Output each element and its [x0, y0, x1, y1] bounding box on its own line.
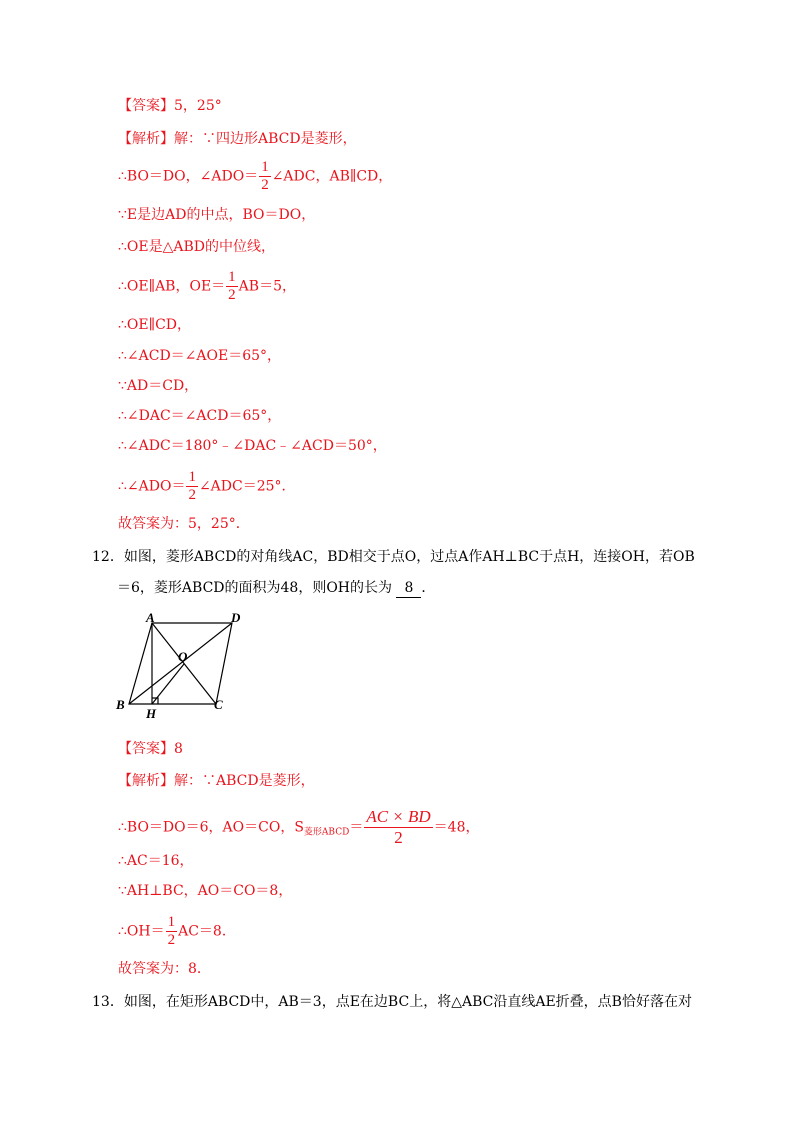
rhombus-figure	[110, 610, 260, 725]
q12-step-1: ∴BO＝DO＝6，AO＝CO，$S_{菱形ABCD}=$ $\frac{AC \times BD}{2}$ ＝48，	[118, 807, 480, 847]
q12-step-4: ∴OH＝ $\frac{1}{2}$ AC＝8．	[118, 914, 236, 948]
q12-text-line-1: 12．如图，菱形ABCD的对角线AC，BD相交于点O，过点A作AH⊥BC于点H，连接OH，若OB	[92, 549, 695, 565]
q11-answer: 【答案】5，25°	[118, 98, 222, 114]
label-H: H	[146, 706, 157, 721]
q11-step-3: ∴OE是△ABD的中位线，	[118, 239, 275, 255]
fraction: $\frac{AC \times BD}{2}$	[366, 807, 431, 847]
q11-step-10: ∴∠ADO＝ $\frac{1}{2}$ ∠ADC＝25°．	[118, 469, 296, 503]
q12-step-2: ∴AC＝16，	[118, 853, 194, 869]
q11-analysis-intro: 【解析】解：∵四边形ABCD是菱形，	[118, 131, 357, 147]
fraction: $\frac{1}{2}$	[261, 159, 269, 193]
q11-step-9: ∴∠ADC＝180°﹣∠DAC﹣∠ACD＝50°，	[118, 438, 387, 454]
q11-step-2: ∵E是边AD的中点，BO＝DO，	[118, 207, 316, 223]
q12-answer: 【答案】8	[118, 741, 183, 757]
q11-step-4: ∴OE∥AB，OE＝ $\frac{1}{2}$ AB＝5，	[118, 269, 296, 303]
label-D: D	[231, 610, 241, 625]
q11-conclusion: 故答案为：5，25°．	[118, 516, 250, 532]
q11-step-5: ∴OE∥CD，	[118, 317, 192, 333]
label-B: B	[116, 697, 125, 712]
label-O: O	[178, 649, 188, 664]
label-C: C	[214, 697, 223, 712]
q11-step-1: ∴BO＝DO，∠ADO＝ $\frac{1}{2}$ ∠ADC，AB∥CD，	[118, 159, 393, 193]
q12-step-3: ∵AH⊥BC，AO＝CO＝8，	[118, 883, 293, 899]
label-A: A	[146, 610, 155, 625]
q12-analysis-intro: 【解析】解：∵ABCD是菱形，	[118, 773, 315, 789]
fraction: $\frac{1}{2}$	[228, 269, 236, 303]
q12-conclusion: 故答案为：8．	[118, 961, 211, 977]
fraction: $\frac{1}{2}$	[167, 914, 176, 948]
q11-step-6: ∴∠ACD＝∠AOE＝65°，	[118, 348, 282, 364]
answer-blank: 8	[396, 579, 421, 598]
q11-step-8: ∴∠DAC＝∠ACD＝65°，	[118, 408, 282, 424]
q13-text-line-1: 13．如图，在矩形ABCD中，AB＝3，点E在边BC上，将△ABC沿直线AE折叠，点B恰好落在对	[92, 994, 692, 1010]
fraction: $\frac{1}{2}$	[188, 469, 196, 503]
q11-step-7: ∵AD＝CD，	[118, 378, 199, 394]
q12-text-line-2: ＝6，菱形ABCD的面积为48，则OH的长为 8 ．	[117, 580, 436, 596]
